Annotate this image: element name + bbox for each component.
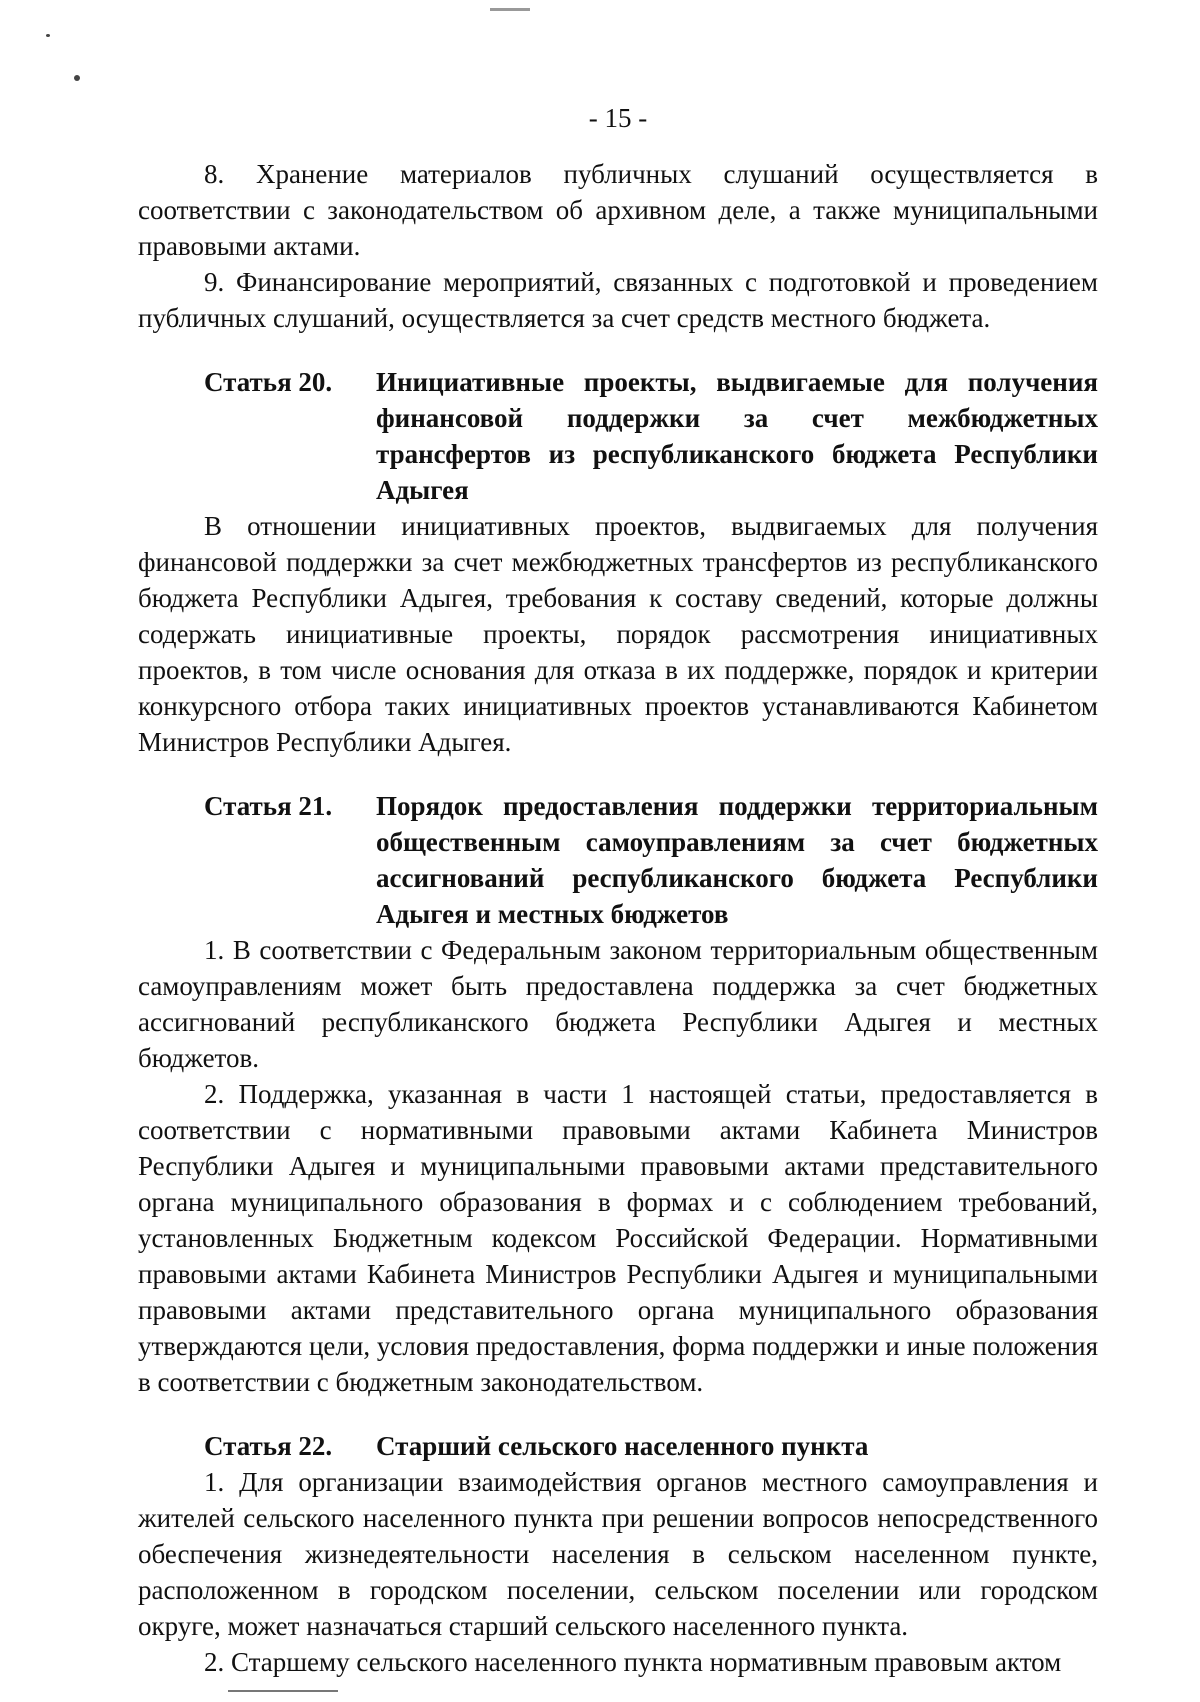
paragraph: 1. В соответствии с Федеральным законом территориальным общественным самоуправлениям может быть предоставлена поддержка за счет бюджетных ассигнований республиканского бюджета Республики Адыгея и местных бюджетов. bbox=[138, 935, 1098, 1073]
article-21 bbox=[138, 788, 1098, 1400]
article-22 bbox=[138, 1428, 1098, 1680]
paragraph: В отношении инициативных проектов, выдвигаемых для получения финансовой поддержки за счет межбюджетных трансфертов из республиканского бюджета Республики Адыгея, требования к составу сведений, которые должны содержать инициативные проекты, порядок рассмотрения инициативных проектов, в том числе основания для отказа в их поддержке, порядок и критерии конкурсного отбора таких инициативных проектов устанавливаются Кабинетом Министров Республики Адыгея. bbox=[138, 511, 1098, 757]
article-number: Статья 21. bbox=[204, 791, 333, 821]
article-title: Порядок предоставления поддержки территориальным общественным самоуправлениям за счет бюджетных ассигнований республиканского бюджета Республики Адыгея и местных бюджетов bbox=[376, 791, 1098, 929]
article-title: Старший сельского населенного пункта bbox=[376, 1431, 869, 1461]
paragraph: 1. Для организации взаимодействия органов местного самоуправления и жителей сельского населенного пункта при решении вопросов непосредственного обеспечения жизнедеятельности населения в сельском населенном пункте, расположенном в городском поселении, сельском поселении или городском округе, может назначаться старший сельского населенного пункта. bbox=[138, 1467, 1098, 1641]
paragraph: 8. Хранение материалов публичных слушаний осуществляется в соответствии с законодательством об архивном деле, а также муниципальными правовыми актами. bbox=[138, 159, 1098, 261]
article-heading bbox=[138, 788, 1098, 932]
scan-artifact bbox=[490, 8, 530, 11]
article-title: Инициативные проекты, выдвигаемые для получения финансовой поддержки за счет межбюджетных трансфертов из республиканского бюджета Республики Адыгея bbox=[376, 367, 1098, 505]
document-body bbox=[138, 100, 1098, 1680]
scan-speck bbox=[74, 75, 80, 81]
article-20 bbox=[138, 364, 1098, 760]
article-heading bbox=[138, 364, 1098, 508]
article-number: Статья 20. bbox=[204, 367, 333, 397]
article-number: Статья 22. bbox=[204, 1431, 333, 1461]
scan-speck bbox=[46, 34, 50, 37]
article-heading bbox=[138, 1428, 1098, 1464]
paragraph: 9. Финансирование мероприятий, связанных с подготовкой и проведением публичных слушаний, осуществляется за счет средств местного бюджета. bbox=[138, 267, 1098, 333]
page-number: - 15 - bbox=[588, 103, 648, 133]
paragraph: 2. Старшему сельского населенного пункта нормативным правовым актом bbox=[204, 1647, 1062, 1677]
paragraph: 2. Поддержка, указанная в части 1 настоящей статьи, предоставляется в соответствии с нормативными правовыми актами Кабинета Министров Республики Адыгея и муниципальными правовыми актами представительного органа муниципального образования в формах и с соблюдением требований, установленных Бюджетным кодексом Российской Федерации. Нормативными правовыми актами Кабинета Министров Республики Адыгея и муниципальными правовыми актами представительного органа муниципального образования утверждаются цели, условия предоставления, форма поддержки и иные положения в соответствии с бюджетным законодательством. bbox=[138, 1079, 1098, 1397]
scan-artifact bbox=[228, 1690, 338, 1692]
